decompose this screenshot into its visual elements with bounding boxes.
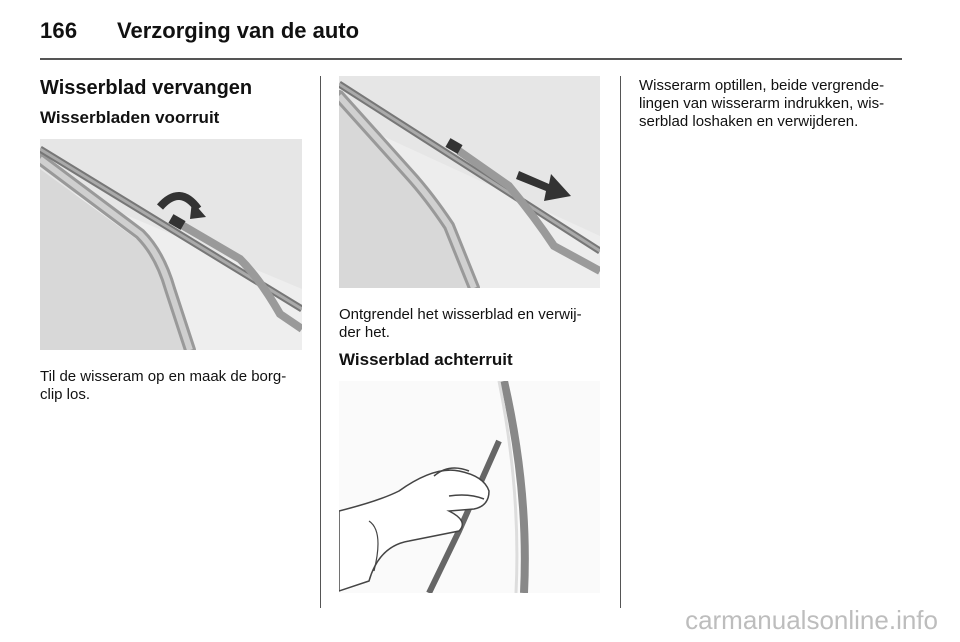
text-line: Wisserarm optillen, beide vergrende- — [639, 77, 885, 94]
column-divider-1 — [320, 76, 321, 608]
text-line: lingen van wisserarm indrukken, wis- — [639, 95, 885, 112]
running-title: Verzorging van de auto — [117, 18, 360, 43]
header-rule — [40, 58, 902, 60]
column-divider-2 — [620, 76, 621, 608]
step-text-front-2 — [339, 306, 604, 342]
page-number: 166 — [40, 18, 78, 43]
text-line: Til de wisseram op en maak de borg- — [40, 368, 287, 385]
subtitle-front-wiper: Wisserbladen voorruit — [40, 108, 220, 127]
watermark: carmanualsonline.info — [685, 605, 938, 635]
section-title: Wisserblad vervangen — [40, 77, 253, 99]
text-line: serblad loshaken en verwijderen. — [639, 113, 859, 130]
figure-rear-wiper-hand — [339, 381, 600, 593]
text-line: der het. — [339, 324, 390, 341]
subtitle-rear-wiper: Wisserblad achterruit — [339, 350, 513, 369]
figure-release-blade — [339, 76, 600, 288]
text-line: clip los. — [40, 386, 91, 403]
step-text-rear-1 — [639, 77, 904, 131]
step-text-front-1 — [40, 368, 305, 404]
text-line: Ontgrendel het wisserblad en verwij- — [339, 306, 582, 323]
figure-unlock-clip — [40, 139, 302, 350]
